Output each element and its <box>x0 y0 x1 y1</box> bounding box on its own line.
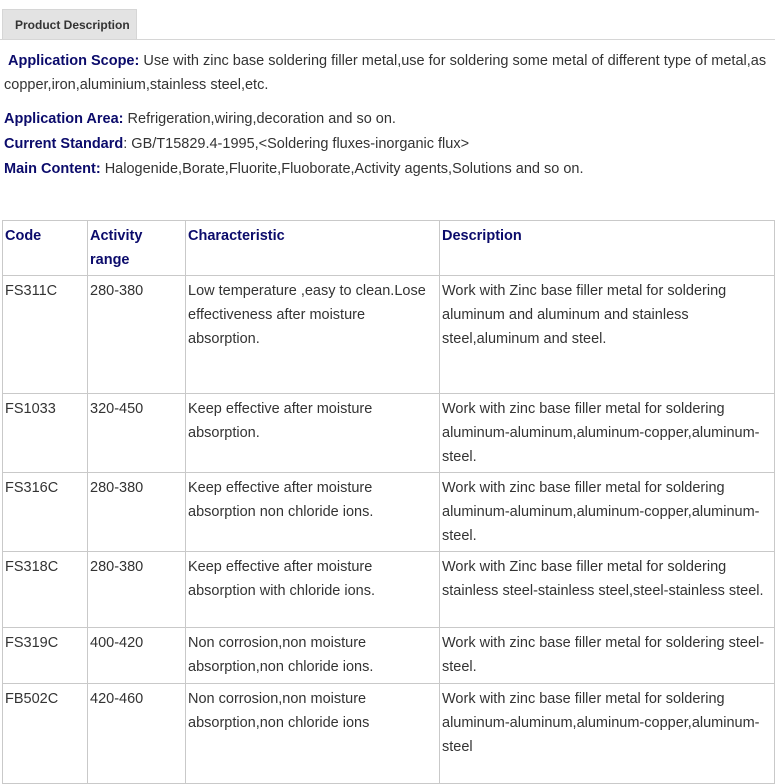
main-content-text: Halogenide,Borate,Fluorite,Fluoborate,Activity agents,Solutions and so on. <box>104 161 584 177</box>
table-row <box>3 473 775 552</box>
cell-characteristic: Non corrosion,non moisture absorption,non chloride ions. <box>186 628 440 684</box>
header-description: Description <box>440 221 775 276</box>
cell-characteristic: Keep effective after moisture absorption with chloride ions. <box>186 552 440 628</box>
table-row <box>3 394 775 473</box>
application-scope-text: Use with zinc base soldering filler metal,use for soldering some metal of different type of metal,as copper,iron,aluminium,stainless steel,etc. <box>4 53 767 93</box>
cell-range: 280-380 <box>88 276 186 394</box>
table-row <box>3 276 775 394</box>
table-row <box>3 628 775 684</box>
table-row <box>3 684 775 784</box>
cell-description: Work with zinc base filler metal for soldering steel-steel. <box>440 628 775 684</box>
header-code: Code <box>3 221 88 276</box>
table-row <box>3 552 775 628</box>
main-content <box>4 157 772 182</box>
current-standard-label: Current Standard <box>4 136 124 152</box>
tab-product-description[interactable]: Product Description <box>2 9 137 39</box>
flux-spec-table <box>2 220 775 784</box>
current-standard-text: : GB/T15829.4-1995,<Soldering fluxes-inorganic flux> <box>123 136 470 152</box>
cell-range: 420-460 <box>88 684 186 784</box>
cell-code: FS316C <box>3 473 88 552</box>
current-standard <box>4 132 772 157</box>
application-scope <box>4 49 772 97</box>
cell-code: FS318C <box>3 552 88 628</box>
cell-code: FS319C <box>3 628 88 684</box>
application-area-text: Refrigeration,wiring,decoration and so on. <box>127 111 396 127</box>
cell-description: Work with zinc base filler metal for soldering aluminum-aluminum,aluminum-copper,aluminum-steel. <box>440 473 775 552</box>
cell-description: Work with Zinc base filler metal for soldering stainless steel-stainless steel,steel-stainless steel. <box>440 552 775 628</box>
main-content-label: Main Content: <box>4 161 101 177</box>
application-area-label: Application Area: <box>4 111 124 127</box>
cell-code: FS1033 <box>3 394 88 473</box>
cell-code: FS311C <box>3 276 88 394</box>
cell-code: FB502C <box>3 684 88 784</box>
cell-range: 280-380 <box>88 473 186 552</box>
cell-characteristic: Non corrosion,non moisture absorption,non chloride ions <box>186 684 440 784</box>
cell-description: Work with Zinc base filler metal for soldering aluminum and aluminum and stainless steel,aluminum and steel. <box>440 276 775 394</box>
cell-characteristic: Low temperature ,easy to clean.Lose effectiveness after moisture absorption. <box>186 276 440 394</box>
application-area <box>4 107 772 132</box>
cell-characteristic: Keep effective after moisture absorption. <box>186 394 440 473</box>
cell-description: Work with zinc base filler metal for soldering aluminum-aluminum,aluminum-copper,aluminum-steel. <box>440 394 775 473</box>
table-header-row <box>3 221 775 276</box>
cell-range: 400-420 <box>88 628 186 684</box>
application-scope-label: Application Scope: <box>8 53 140 69</box>
header-activity-range: Activity range <box>88 221 186 276</box>
header-characteristic: Characteristic <box>186 221 440 276</box>
tab-bar <box>0 0 775 40</box>
cell-characteristic: Keep effective after moisture absorption non chloride ions. <box>186 473 440 552</box>
cell-range: 280-380 <box>88 552 186 628</box>
cell-description: Work with zinc base filler metal for soldering aluminum-aluminum,aluminum-copper,aluminum-steel <box>440 684 775 784</box>
product-intro <box>4 49 772 182</box>
cell-range: 320-450 <box>88 394 186 473</box>
